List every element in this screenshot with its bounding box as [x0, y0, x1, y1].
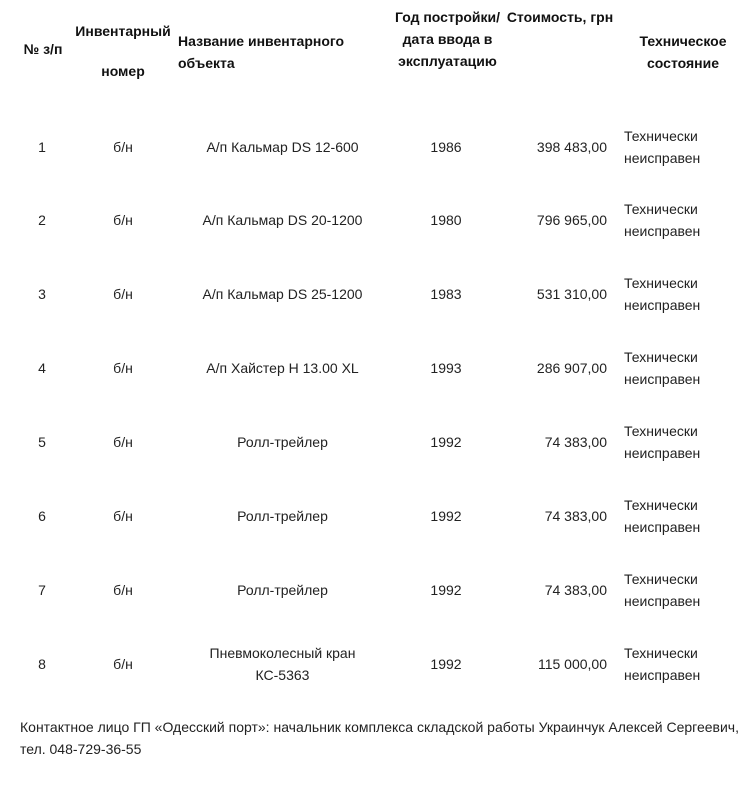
row-number	[20, 331, 64, 405]
row-year-text: 1983	[430, 286, 462, 302]
row-number	[20, 553, 64, 627]
row-cost-text: 398 483,00	[536, 139, 607, 155]
row-inventory-number	[100, 479, 146, 553]
row-number	[20, 257, 64, 331]
contact-footer: Контактное лицо ГП «Одесский порт»: начальник комплекса складской работы Украинчук Алексей Сергеевич, тел. 048-729-36-55	[20, 719, 739, 757]
row-object-name	[180, 553, 385, 627]
row-year-text: 1992	[430, 582, 462, 598]
row-year-text: 1992	[430, 656, 462, 672]
row-inventory-number	[100, 257, 146, 331]
row-technical-state	[624, 405, 754, 479]
header-object-name: Название инвентарного объекта	[178, 33, 345, 71]
header-number: № з/п	[23, 41, 63, 57]
row-cost	[505, 553, 607, 627]
row-number	[20, 479, 64, 553]
row-technical-state-text: Технически неисправен	[624, 497, 701, 535]
row-cost-text: 286 907,00	[536, 360, 607, 376]
table-row	[0, 183, 756, 257]
row-technical-state	[624, 331, 754, 405]
table-row	[0, 110, 756, 184]
row-technical-state	[624, 183, 754, 257]
row-technical-state	[624, 627, 754, 701]
row-number-text: 6	[38, 508, 46, 524]
header-inventory-number	[70, 20, 176, 82]
row-cost	[505, 331, 607, 405]
row-number	[20, 627, 64, 701]
table-row	[0, 257, 756, 331]
row-technical-state	[624, 553, 754, 627]
row-object-name-text: А/п Кальмар DS 20-1200	[202, 212, 363, 228]
row-technical-state-text: Технически неисправен	[624, 645, 701, 683]
row-technical-state-text: Технически неисправен	[624, 349, 701, 387]
row-cost-text: 74 383,00	[544, 434, 607, 450]
row-year-text: 1986	[430, 139, 462, 155]
table-row	[0, 479, 756, 553]
table-row	[0, 331, 756, 405]
row-object-name	[180, 331, 385, 405]
header-technical-state: Техническое состояние	[639, 33, 727, 71]
row-inventory-number-text: б/н	[113, 508, 133, 524]
row-technical-state-text: Технически неисправен	[624, 275, 701, 313]
row-inventory-number-text: б/н	[113, 434, 133, 450]
row-technical-state-text: Технически неисправен	[624, 423, 701, 461]
row-cost-text: 796 965,00	[536, 212, 607, 228]
row-technical-state-text: Технически неисправен	[624, 128, 701, 166]
row-object-name-text: Ролл-трейлер	[237, 582, 328, 598]
header-inventory-line1: Инвентарный	[75, 23, 171, 39]
row-number-text: 8	[38, 656, 46, 672]
row-object-name-text: А/п Кальмар DS 12-600	[206, 139, 359, 155]
row-object-name	[180, 183, 385, 257]
row-object-name	[180, 110, 385, 184]
table-row	[0, 405, 756, 479]
header-inventory-line2: номер	[101, 63, 145, 79]
row-inventory-number	[100, 627, 146, 701]
row-object-name-text: А/п Кальмар DS 25-1200	[202, 286, 363, 302]
row-cost	[505, 627, 607, 701]
row-year	[410, 553, 482, 627]
row-cost	[505, 110, 607, 184]
row-number-text: 4	[38, 360, 46, 376]
row-cost	[505, 257, 607, 331]
row-object-name-text: Ролл-трейлер	[237, 434, 328, 450]
row-object-name	[180, 479, 385, 553]
row-number-text: 2	[38, 212, 46, 228]
row-number	[20, 110, 64, 184]
row-number-text: 7	[38, 582, 46, 598]
row-inventory-number	[100, 110, 146, 184]
header-year: Год постройки/дата ввода в эксплуатацию	[394, 9, 501, 69]
row-inventory-number	[100, 183, 146, 257]
row-object-name	[180, 257, 385, 331]
row-year-text: 1980	[430, 212, 462, 228]
row-year	[410, 110, 482, 184]
row-object-name	[180, 627, 385, 701]
row-object-name-text: Ролл-трейлер	[237, 508, 328, 524]
row-inventory-number-text: б/н	[113, 582, 133, 598]
row-technical-state	[624, 257, 754, 331]
row-inventory-number-text: б/н	[113, 286, 133, 302]
row-cost	[505, 405, 607, 479]
row-cost-text: 74 383,00	[544, 508, 607, 524]
row-inventory-number-text: б/н	[113, 139, 133, 155]
row-year	[410, 479, 482, 553]
row-year-text: 1992	[430, 508, 462, 524]
row-cost-text: 115 000,00	[537, 656, 607, 672]
row-inventory-number	[100, 405, 146, 479]
row-number	[20, 405, 64, 479]
row-year-text: 1993	[430, 360, 462, 376]
row-year	[410, 331, 482, 405]
row-number-text: 5	[38, 434, 46, 450]
row-object-name-text: А/п Хайстер H 13.00 XL	[206, 360, 359, 376]
row-inventory-number	[100, 331, 146, 405]
row-number	[20, 183, 64, 257]
row-number-text: 1	[38, 139, 46, 155]
row-object-name	[180, 405, 385, 479]
row-technical-state-text: Технически неисправен	[624, 571, 701, 609]
row-year	[410, 627, 482, 701]
row-inventory-number-text: б/н	[113, 360, 133, 376]
row-cost-text: 531 310,00	[536, 286, 607, 302]
row-cost-text: 74 383,00	[544, 582, 607, 598]
table-row	[0, 627, 756, 701]
row-technical-state	[624, 479, 754, 553]
table-row	[0, 553, 756, 627]
row-inventory-number-text: б/н	[113, 212, 133, 228]
row-technical-state-text: Технически неисправен	[624, 201, 701, 239]
row-cost	[505, 479, 607, 553]
row-year-text: 1992	[430, 434, 462, 450]
row-year	[410, 257, 482, 331]
row-year	[410, 405, 482, 479]
row-object-name-text: Пневмоколесный кран КС-5363	[209, 645, 356, 683]
header-cost: Стоимость, грн	[506, 9, 614, 25]
row-inventory-number-text: б/н	[113, 656, 133, 672]
row-cost	[505, 183, 607, 257]
row-number-text: 3	[38, 286, 46, 302]
row-year	[410, 183, 482, 257]
row-inventory-number	[100, 553, 146, 627]
row-technical-state	[624, 110, 754, 184]
